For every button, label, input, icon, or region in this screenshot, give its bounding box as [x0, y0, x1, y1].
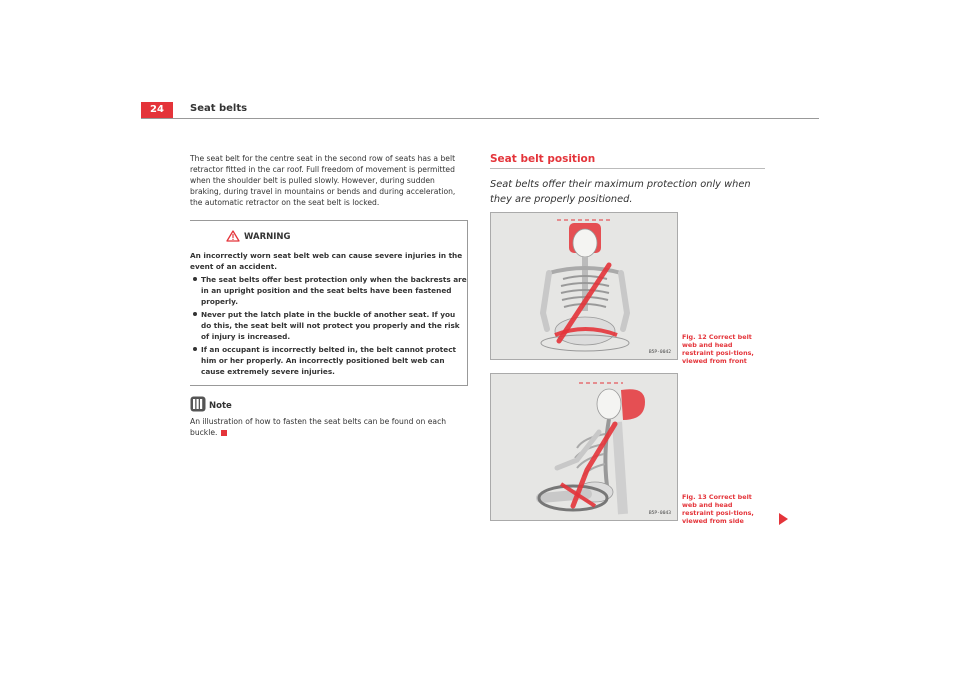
- continue-arrow-icon: [779, 510, 788, 529]
- warning-title: WARNING: [244, 231, 291, 242]
- note-title: Note: [209, 401, 232, 411]
- section-lead: Seat belts offer their maximum protection only when they are properly positioned.: [490, 179, 751, 205]
- note-text-row: [190, 416, 468, 438]
- warning-bullet: If an occupant is incorrectly belted in, the belt cannot protect him or her properly. An incorrectly positioned belt web can cause extremely severe injuries.: [190, 344, 467, 377]
- note-header: [190, 396, 468, 416]
- warning-bullet: Never put the latch plate in the buckle of another seat. If you do this, the seat belt will not protect you properly and the risk of injury is increased.: [190, 309, 467, 342]
- left-column: [190, 153, 468, 438]
- warning-box: [190, 220, 468, 386]
- figure-caption: Fig. 12 Correct belt web and head restraint posi-tions, viewed from front: [682, 333, 754, 365]
- warning-bullet: The seat belts offer best protection only when the backrests are in an upright position and the seat belts have been fastened properly.: [190, 274, 467, 307]
- front-view-illustration: [491, 213, 677, 359]
- side-view-illustration: [491, 374, 677, 520]
- figure-code: B5P-0042: [648, 350, 671, 355]
- intro-paragraph: The seat belt for the centre seat in the second row of seats has a belt retractor fitted in the car roof. Full freedom of movement is permitted when the shoulder belt is pulled slowly. However, during sudden braking, during travel in mountains or bends and during acceleration, the automatic retractor on the seat belt is locked.: [190, 154, 456, 207]
- section-title: Seat belt position: [490, 153, 596, 165]
- section-rule: [490, 168, 765, 169]
- note-text: An illustration of how to fasten the seat belts can be found on each buckle.: [190, 417, 447, 437]
- warning-lead: An incorrectly worn seat belt web can cause severe injuries in the event of an accident.: [190, 251, 463, 271]
- warning-triangle-icon: [226, 227, 240, 246]
- page-number: 24: [141, 102, 173, 118]
- figure-front-view: [490, 212, 678, 360]
- figure-code: B5P-0043: [648, 511, 671, 516]
- figure-caption: Fig. 13 Correct belt web and head restraint posi-tions, viewed from side: [682, 493, 754, 525]
- note-info-icon: [190, 396, 206, 416]
- figure-side-view: [490, 373, 678, 521]
- warning-header: [226, 227, 467, 246]
- end-square-icon: [221, 430, 227, 436]
- running-header-title: Seat belts: [190, 103, 248, 114]
- right-column: [490, 153, 765, 207]
- header-rule: [141, 118, 819, 119]
